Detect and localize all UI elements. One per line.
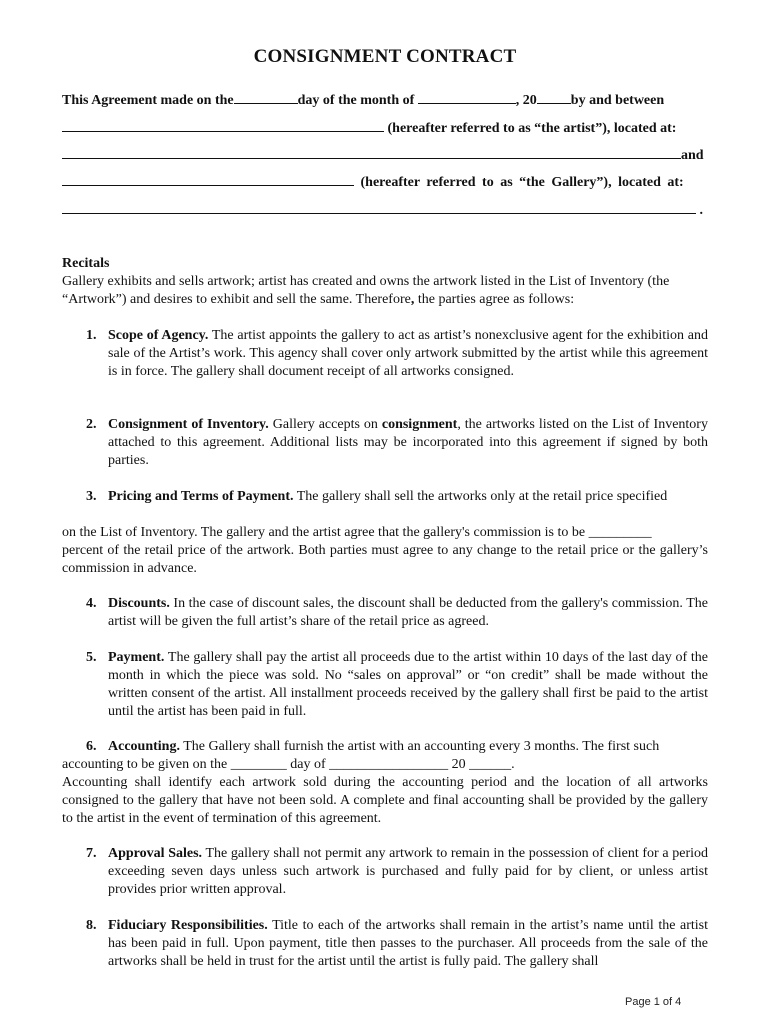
gallery-name-blank[interactable] [62,172,354,186]
clause-bold-term: consignment [381,417,458,432]
clause-text: , the artworks listed on the List of Inventory attached to this agreement. Additional lists may be incorporated into this agreement if signed by both parties. [108,417,708,468]
clause-accounting-continuation [62,756,708,828]
clause-title: Scope of Agency. [108,328,209,343]
page-number: Page 1 of 4 [625,996,682,1008]
clause-continuation-text: Accounting shall identify each artwork sold during the accounting period and the location of all artworks consigned to the gallery that have not been sold. A complete and final accounting shall be provided by the gallery to the artist in the event of termination of this agreement. [62,775,708,826]
clause-text: The Gallery shall furnish the artist with an accounting every 3 months. The first such [179,739,660,754]
month-blank[interactable] [418,90,516,104]
clause-continuation-line: on the List of Inventory. The gallery and the artist agree that the gallery's commission is to be _________ [62,525,652,540]
clause-discounts [86,595,708,631]
clause-pricing-continuation [62,524,708,578]
clause-fiduciary-responsibilities [86,917,708,971]
clause-approval-sales [86,845,708,899]
clause-continuation-line: accounting to be given on the ________ day of _________________ 20 ______. [62,757,515,772]
between-label: by and between [570,93,665,108]
and-label: and [681,148,704,163]
gallery-line [62,172,684,191]
clause-pricing-and-terms [86,488,708,506]
artist-address-line [62,145,704,164]
clause-text: Title to each of the artworks shall remain in the artist’s name until the artist has been paid in full. Upon payment, title then passes to the purchaser. All proceeds from the sale of the artworks shall be held in trust for the artist until the artist is fully paid. The gallery shall [108,918,708,969]
artist-line [62,118,676,137]
clause-title: Discounts [108,596,167,611]
clause-consignment-of-inventory [86,416,708,470]
clause-title: Fiduciary Responsibilities. [108,918,268,933]
recitals-heading: Recitals [62,256,110,271]
recitals-text-main: Gallery exhibits and sells artwork; artist has created and owns the artwork listed in the List of Inventory (the “Artwork”) and desires to exhibit and sell the same. Therefore [62,274,670,307]
clause-text: The gallery shall pay the artist all proceeds due to the artist within 10 days of the last day of the month in which the piece was sold. No “sales on approval” or “on credit” shall be made without the written consent of the artist. All installment proceeds received by the gallery shall first be paid to the artist until the artist has been paid in full. [108,650,708,719]
clause-number: 3. [86,489,97,504]
year-label: , 20 [515,93,537,108]
clause-scope-of-agency [86,327,708,381]
clause-number: 2. [86,417,97,432]
clause-title: Accounting. [108,739,180,754]
clause-number: 5. [86,650,97,665]
gallery-address-line [62,200,703,219]
clause-number: 8. [86,918,97,933]
clause-number: 4. [86,596,97,611]
clause-accounting [86,738,708,756]
month-label: day of the month of [297,93,418,108]
agreement-date-line [62,90,664,109]
clause-title: Approval Sales. [108,846,203,861]
day-blank[interactable] [234,90,298,104]
agreement-line-text: This Agreement made on the [62,93,234,108]
clause-payment [86,649,708,721]
gallery-address-blank[interactable] [62,200,696,214]
clause-title-dot: . [166,596,170,611]
clause-title: Consignment of Inventory. [108,417,269,432]
clause-title-dot: . [290,489,294,504]
recitals-section [62,255,708,309]
artist-label: (hereafter referred to as “the artist”), located at: [384,121,677,136]
recitals-text-end: the parties agree as follows: [414,292,575,307]
page-title: CONSIGNMENT CONTRACT [253,46,517,67]
clause-text: The artist appoints the gallery to act as artist’s nonexclusive agent for the exhibition and sale of the Artist’s work. This agency shall cover only artwork submitted by the artist while this agreement is in force. The gallery shall document receipt of all artworks consigned. [108,328,708,379]
clause-text: The gallery shall not permit any artwork to remain in the possession of client for a period exceeding seven days unless such artwork is purchased and fully paid for by client, or unless artist provides prior written approval. [108,846,708,897]
clause-text: Gallery accepts on [268,417,382,432]
clause-title: Payment. [108,650,165,665]
clause-number: 1. [86,328,97,343]
clause-text: In the case of discount sales, the discount shall be deducted from the gallery's commission. The artist will be given the full artist’s share of the retail price as agreed. [108,596,708,629]
recitals-text: Gallery exhibits and sells artwork; artist has created and owns the artwork listed in the List of Inventory (the “Artwork”) and desires to exhibit and sell the same. Therefore, the parties agree as follows: [62,274,670,307]
gallery-label: (hereafter referred to as “the Gallery”), located at: [354,175,684,190]
clause-text: The gallery shall sell the artworks only at the retail price specified [293,489,668,504]
clause-continuation-text: percent of the retail price of the artwork. Both parties must agree to any change to the retail price or the gallery’s commission in advance. [62,543,708,576]
artist-address-blank[interactable] [62,145,681,159]
year-blank[interactable] [537,90,571,104]
clause-number: 7. [86,846,97,861]
artist-name-blank[interactable] [62,118,384,132]
clause-title: Pricing and Terms of Payment [108,489,290,504]
clause-number: 6. [86,739,97,754]
period: . [696,203,703,218]
